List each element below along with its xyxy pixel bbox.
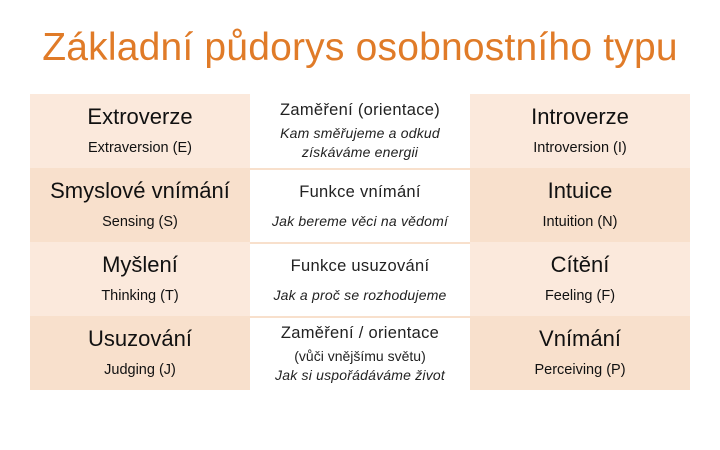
trait-english: Feeling (F) — [544, 288, 616, 304]
cell-funkce-usuzovani — [250, 242, 470, 316]
cell-intuice — [470, 168, 690, 242]
trait-english: Judging (J) — [104, 362, 176, 378]
cell-mysleni — [30, 242, 250, 316]
dimension-qualifier: (vůči vnějšímu světu) — [294, 348, 426, 364]
cell-vnimani — [470, 316, 690, 390]
dimension-label: Funkce vnímání — [299, 182, 421, 201]
cell-extroverze — [30, 94, 250, 168]
trait-label: Smyslové vnímání — [50, 178, 230, 203]
cell-smyslove-vnimani — [30, 168, 250, 242]
trait-label: Extroverze — [87, 104, 193, 129]
cell-citeni — [470, 242, 690, 316]
dimension-description: Jak a proč se rozhodujeme — [273, 286, 447, 303]
cell-usuzovani — [30, 316, 250, 390]
trait-label: Vnímání — [539, 326, 621, 351]
dimension-label: Zaměření / orientace — [280, 324, 440, 342]
cell-funkce-vnimani — [250, 168, 470, 242]
type-table — [30, 94, 690, 390]
dimension-description: Kam směřujeme a odkud získáváme energii — [280, 125, 440, 160]
dimension-label: Funkce usuzování — [290, 256, 430, 275]
trait-english: Intuition (N) — [542, 214, 618, 230]
dimension-description: Jak bereme věci na vědomí — [271, 212, 449, 229]
cell-zamereni — [250, 94, 470, 168]
trait-english: Thinking (T) — [101, 288, 179, 304]
cell-zamereni-orientace — [250, 316, 470, 390]
trait-english: Introversion (I) — [533, 140, 627, 156]
trait-label: Introverze — [531, 104, 629, 129]
trait-label: Myšlení — [102, 252, 178, 277]
trait-english: Extraversion (E) — [88, 140, 192, 156]
dimension-label: Zaměření (orientace) — [279, 101, 441, 119]
trait-english: Sensing (S) — [102, 214, 178, 230]
trait-english: Perceiving (P) — [534, 362, 626, 378]
trait-label: Usuzování — [88, 326, 192, 351]
page-title: Základní půdorys osobnostního typu — [42, 26, 678, 69]
dimension-description: Jak si uspořádáváme život — [275, 367, 445, 383]
trait-label: Cítění — [550, 252, 610, 277]
cell-introverze — [470, 94, 690, 168]
trait-label: Intuice — [547, 178, 613, 203]
